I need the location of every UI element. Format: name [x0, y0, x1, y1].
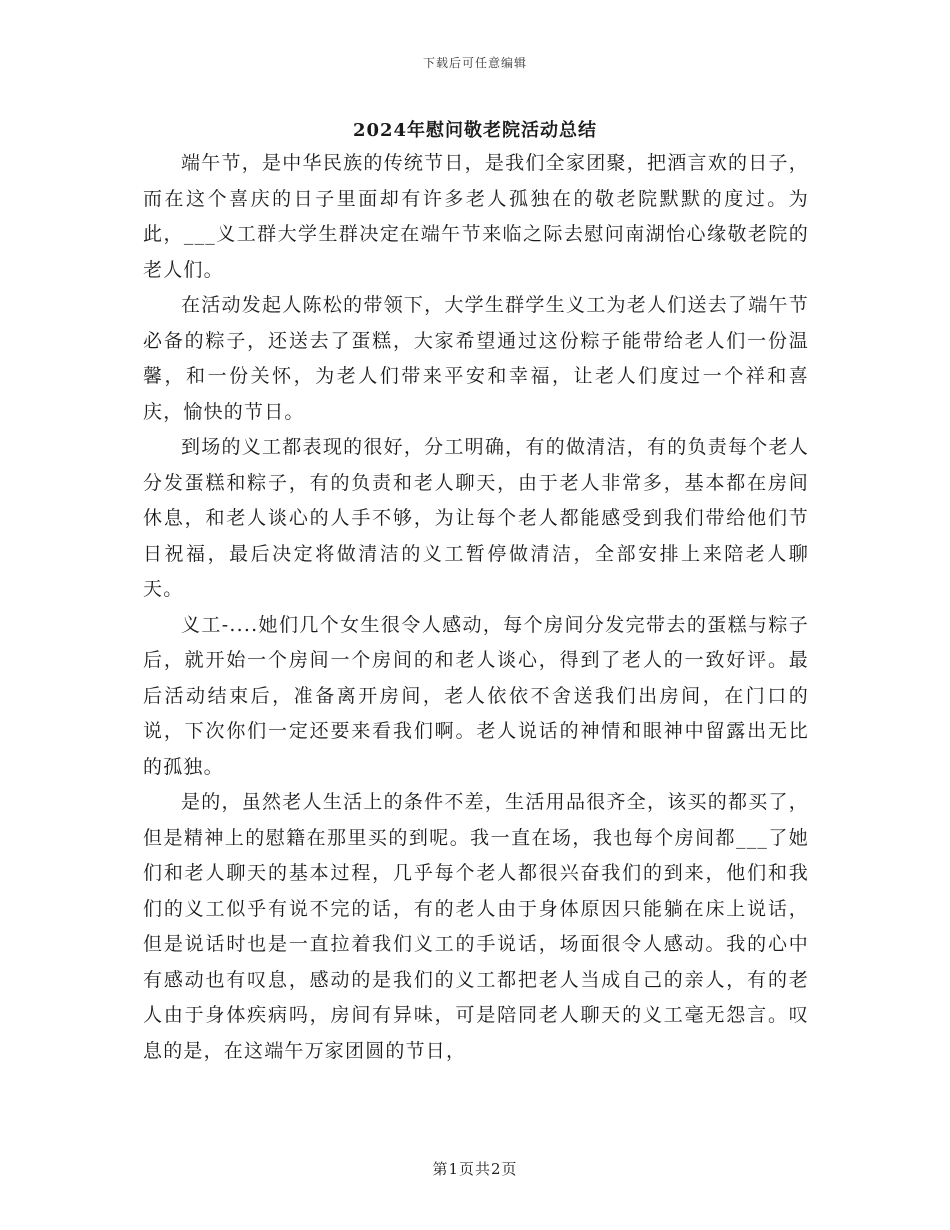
- paragraph: 端午节，是中华民族的传统节日，是我们全家团聚，把酒言欢的日子，而在这个喜庆的日子里面却有许多老人孤独在的敬老院默默的度过。为此，___义工群大学生群决定在端午节来临之际去慰问南湖怡心缘敬老院的老人们。: [143, 152, 809, 281]
- page-number: 第1页共2页: [432, 1160, 518, 1178]
- paragraph: 是的，虽然老人生活上的条件不差，生活用品很齐全，该买的都买了，但是精神上的慰籍在那里买的到呢。我一直在场，我也每个房间都___了她们和老人聊天的基本过程，几乎每个老人都很兴奋我们的到来，他们和我们的义工似乎有说不完的话，有的老人由于身体原因只能躺在床上说话，但是说话时也是一直拉着我们义工的手说话，场面很令人感动。我的心中有感动也有叹息，感动的是我们的义工都把老人当成自己的亲人，有的老人由于身体疾病吗，房间有异味，可是陪同老人聊天的义工毫无怨言。叹息的是，在这端午万家团圆的节日，: [143, 791, 809, 1062]
- document-body: [143, 146, 809, 1069]
- paragraph: 在活动发起人陈松的带领下，大学生群学生义工为老人们送去了端午节必备的粽子，还送去了蛋糕，大家希望通过这份粽子能带给老人们一份温馨，和一份关怀，为老人们带来平安和幸福，让老人们度过一个祥和喜庆，愉快的节日。: [143, 294, 809, 423]
- header-note: 下载后可任意编辑: [422, 56, 527, 70]
- paragraph: 到场的义工都表现的很好，分工明确，有的做清洁，有的负责每个老人分发蛋糕和粽子，有的负责和老人聊天，由于老人非常多，基本都在房间休息，和老人谈心的人手不够，为让每个老人都能感受到我们带给他们节日祝福，最后决定将做清洁的义工暂停做清洁，全部安排上来陪老人聊天。: [143, 436, 809, 600]
- paragraph: 义工-....她们几个女生很令人感动，每个房间分发完带去的蛋糕与粽子后，就开始一个房间一个房间的和老人谈心，得到了老人的一致好评。最后活动结束后，准备离开房间，老人依依不舍送我们出房间，在门口的说，下次你们一定还要来看我们啊。老人说话的神情和眼神中留露出无比的孤独。: [143, 613, 809, 778]
- document-title: 2024年慰问敬老院活动总结: [352, 120, 598, 141]
